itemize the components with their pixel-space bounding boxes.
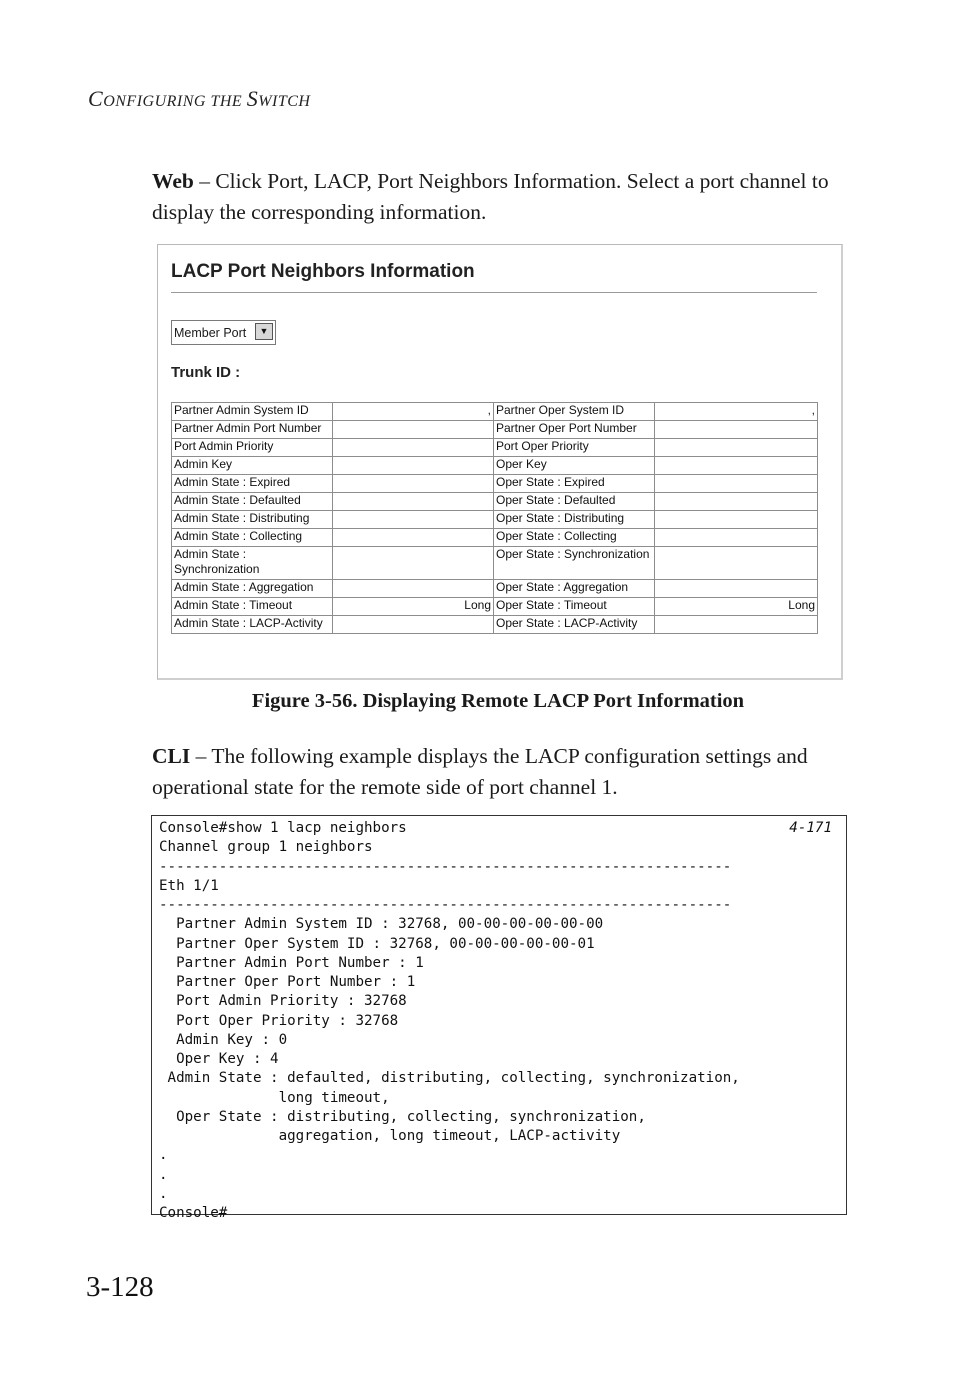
lacp-neighbors-table [171, 402, 818, 634]
page-number: 3-128 [86, 1271, 154, 1303]
table-label-cell: Partner Admin Port Number [172, 421, 333, 439]
table-label-cell: Oper State : Synchronization [494, 547, 655, 580]
table-row [172, 439, 818, 457]
table-value-cell [333, 511, 494, 529]
table-value-cell: Long [333, 598, 494, 616]
table-label-cell: Oper Key [494, 457, 655, 475]
table-value-cell: Long [655, 598, 818, 616]
table-value-cell [333, 493, 494, 511]
cli-line: aggregation, long timeout, LACP-activity [159, 1128, 621, 1144]
table-label-cell: Oper State : Timeout [494, 598, 655, 616]
cli-line: Admin State : defaulted, distributing, collecting, synchronization, [159, 1070, 740, 1087]
table-label-cell: Admin State : Collecting [172, 529, 333, 547]
cli-line: ------------------------------------------------------------------- [159, 858, 732, 875]
cli-line: Channel group 1 neighbors [159, 839, 373, 856]
cli-line: Console# [159, 1205, 228, 1221]
table-value-cell [333, 616, 494, 634]
table-row [172, 598, 818, 616]
table-value-cell [655, 547, 818, 580]
table-label-cell: Admin State : LACP-Activity [172, 616, 333, 634]
table-label-cell: Port Oper Priority [494, 439, 655, 457]
table-value-cell [333, 580, 494, 598]
running-head-initial: C [88, 86, 104, 111]
cli-line: . [159, 1185, 168, 1202]
running-head-smallcaps-1: ONFIGURING THE [103, 93, 247, 110]
cli-line: Port Admin Priority : 32768 [159, 993, 407, 1010]
chevron-down-icon[interactable]: ▼ [255, 323, 273, 340]
table-value-cell [655, 616, 818, 634]
cli-line: Oper State : distributing, collecting, synchronization, [159, 1108, 646, 1125]
table-row [172, 403, 818, 421]
table-value-cell [655, 580, 818, 598]
cli-line: Partner Oper System ID : 32768, 00-00-00-00-00-01 [159, 935, 595, 952]
cli-line: Port Oper Priority : 32768 [159, 1012, 399, 1029]
table-row [172, 475, 818, 493]
table-label-cell: Oper State : LACP-Activity [494, 616, 655, 634]
cli-label: CLI [152, 744, 191, 768]
cli-line: Oper Key : 4 [159, 1051, 279, 1067]
table-label-cell: Admin State : Timeout [172, 598, 333, 616]
table-value-cell [333, 421, 494, 439]
cli-line: Admin Key : 0 [159, 1031, 288, 1048]
table-row [172, 580, 818, 598]
cli-line: Partner Oper Port Number : 1 [159, 974, 416, 990]
cli-line: Eth 1/1 [159, 877, 219, 894]
table-label-cell: Admin State : Synchronization [172, 547, 333, 580]
select-value: Member Port [174, 326, 247, 340]
table-value-cell [333, 439, 494, 457]
table-label-cell: Port Admin Priority [172, 439, 333, 457]
cli-text: – The following example displays the LACP configuration settings and operational state for the remote side of port channel 1. [152, 744, 808, 799]
table-row [172, 547, 818, 580]
table-value-cell [655, 439, 818, 457]
table-value-cell [333, 547, 494, 580]
web-text: – Click Port, LACP, Port Neighbors Information. Select a port channel to display the corresponding information. [152, 169, 829, 224]
table-value-cell [333, 457, 494, 475]
table-label-cell: Admin Key [172, 457, 333, 475]
table-row [172, 457, 818, 475]
table-label-cell: Partner Oper System ID [494, 403, 655, 421]
figure-page-title: LACP Port Neighbors Information [171, 261, 475, 282]
running-head-smallcaps-2: WITCH [258, 93, 311, 110]
table-row [172, 529, 818, 547]
lacp-neighbors-screenshot [157, 244, 843, 680]
table-row [172, 493, 818, 511]
web-instructions [152, 166, 852, 228]
table-label-cell: Oper State : Aggregation [494, 580, 655, 598]
cli-line: Partner Admin System ID : 32768, 00-00-00-00-00-00 [159, 916, 604, 933]
table-label-cell: Admin State : Distributing [172, 511, 333, 529]
table-value-cell [655, 457, 818, 475]
table-label-cell: Oper State : Defaulted [494, 493, 655, 511]
table-value-cell: , [333, 403, 494, 421]
table-value-cell [655, 493, 818, 511]
table-value-cell [655, 421, 818, 439]
table-label-cell: Oper State : Expired [494, 475, 655, 493]
cli-reference: 4-171 [789, 820, 832, 836]
title-divider [171, 292, 817, 293]
trunk-id-label: Trunk ID : [171, 364, 241, 381]
cli-line: . [159, 1147, 168, 1164]
running-head-initial-2: S [246, 86, 259, 111]
table-value-cell [655, 511, 818, 529]
web-label: Web [152, 169, 194, 193]
cli-example-box [151, 815, 847, 1221]
cli-line: . [159, 1166, 168, 1183]
table-label-cell: Oper State : Distributing [494, 511, 655, 529]
table-row [172, 616, 818, 634]
cli-line: long timeout, [159, 1089, 390, 1106]
running-head [88, 86, 310, 112]
table-row [172, 421, 818, 439]
table-value-cell [333, 529, 494, 547]
table-value-cell: , [655, 403, 818, 421]
table-row [172, 511, 818, 529]
table-label-cell: Admin State : Defaulted [172, 493, 333, 511]
cli-line: Partner Admin Port Number : 1 [159, 954, 424, 971]
cli-line: Console#show 1 lacp neighbors [159, 820, 407, 836]
table-value-cell [333, 475, 494, 493]
table-label-cell: Admin State : Aggregation [172, 580, 333, 598]
table-label-cell: Partner Admin System ID [172, 403, 333, 421]
table-label-cell: Oper State : Collecting [494, 529, 655, 547]
table-value-cell [655, 529, 818, 547]
table-label-cell: Admin State : Expired [172, 475, 333, 493]
figure-caption: Figure 3-56. Displaying Remote LACP Port Information [251, 690, 745, 712]
cli-line: ------------------------------------------------------------------- [159, 897, 732, 913]
cli-instructions [152, 741, 852, 803]
member-port-select[interactable] [171, 320, 276, 345]
table-value-cell [655, 475, 818, 493]
table-label-cell: Partner Oper Port Number [494, 421, 655, 439]
